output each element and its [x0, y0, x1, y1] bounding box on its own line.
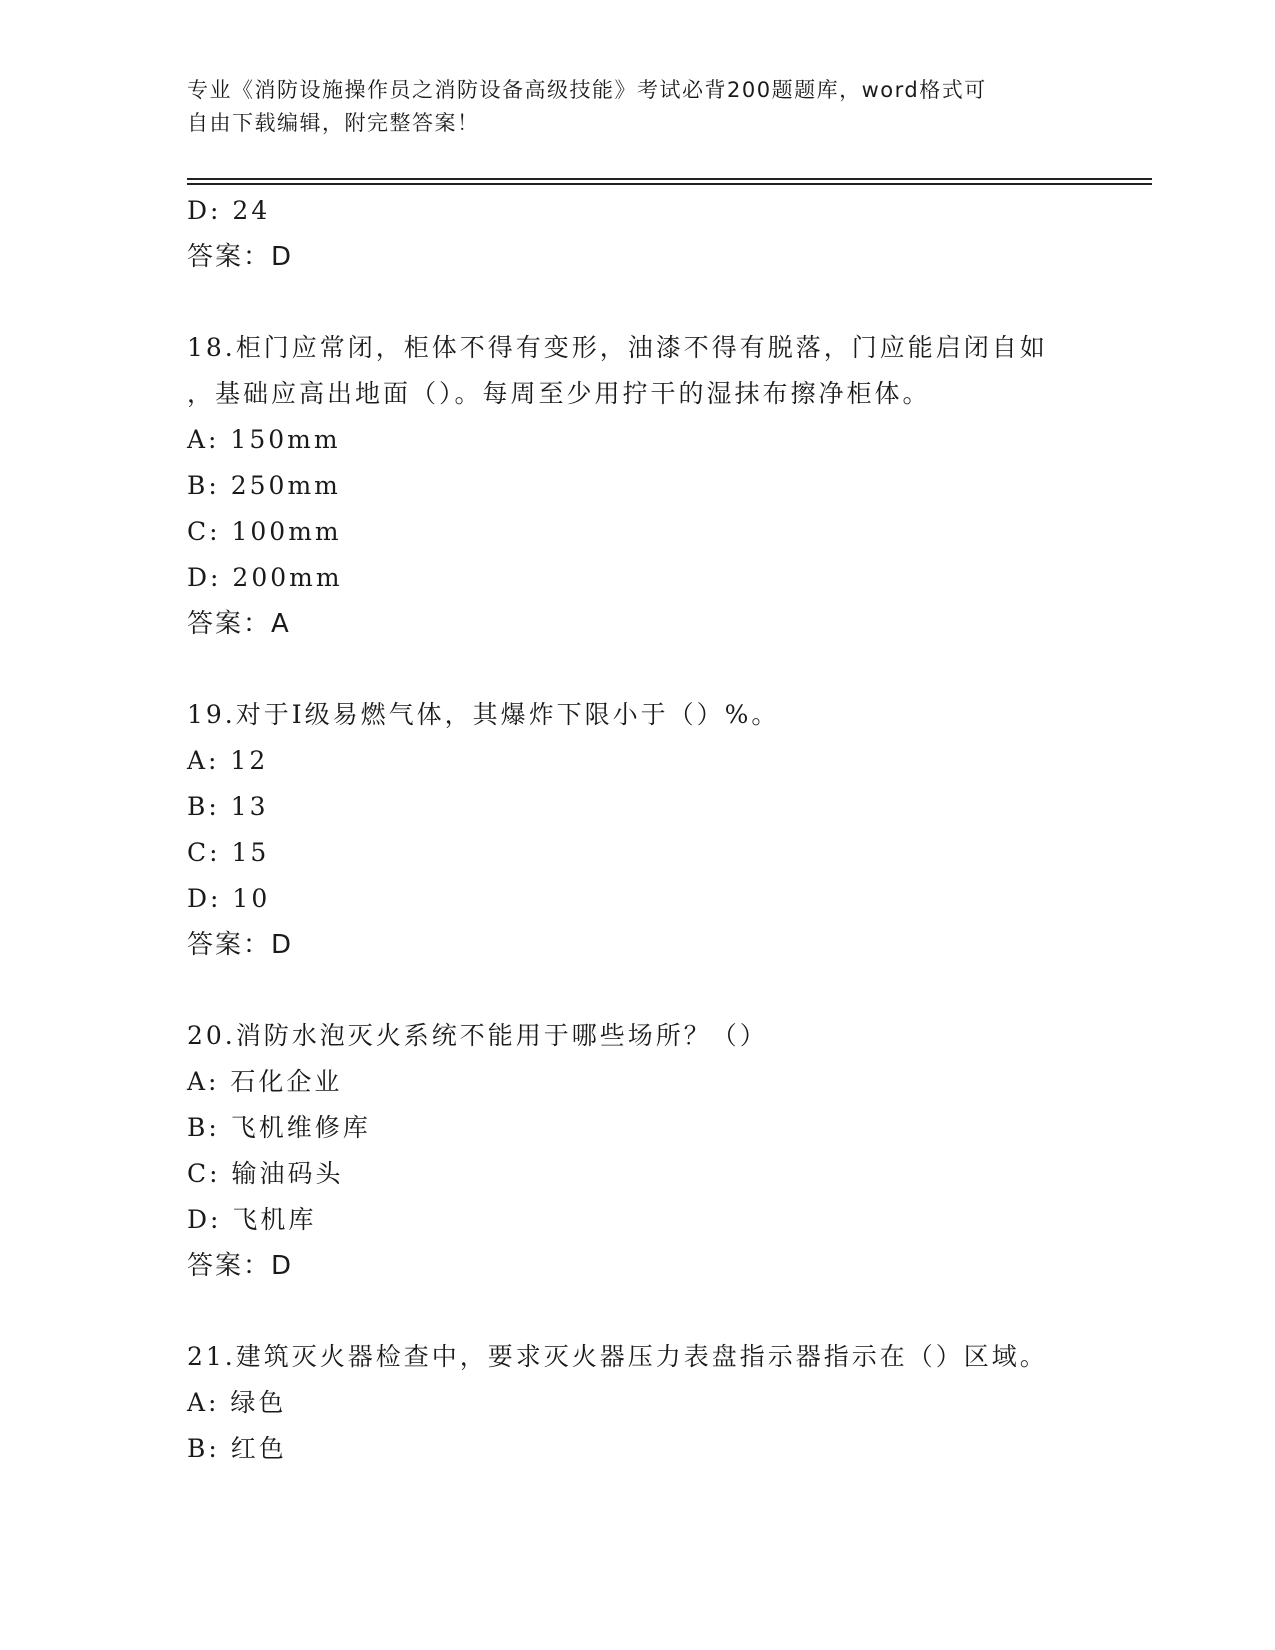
option-a: A: 绿色: [187, 1388, 287, 1417]
question-stem: 18.柜门应常闭，柜体不得有变形，油漆不得有脱落，门应能启闭自如: [187, 333, 1048, 362]
option-a: A: 12: [187, 746, 269, 775]
question-stem-continued: ，基础应高出地面（）。每周至少用拧干的湿抹布擦净柜体。: [187, 379, 931, 408]
header-divider-bottom: [187, 183, 1152, 185]
option-b: B: 13: [187, 792, 269, 821]
spacer: [187, 280, 1087, 325]
option-c: C: 100mm: [187, 517, 342, 546]
question-stem: 21.建筑灭火器检查中，要求灭火器压力表盘指示器指示在（）区域。: [187, 1342, 1048, 1371]
header-divider-top: [187, 178, 1152, 180]
option-a: A: 石化企业: [187, 1067, 343, 1096]
option-b: B: 250mm: [187, 471, 341, 500]
question-21: [187, 1334, 1087, 1472]
question-stem: 19.对于Ⅰ级易燃气体，其爆炸下限小于（）%。: [187, 700, 780, 729]
option-a: A: 150mm: [187, 425, 341, 454]
answer-line: 答案：D: [187, 1251, 294, 1281]
previous-question-tail: [187, 188, 1087, 280]
option-c: C: 15: [187, 838, 270, 867]
answer-line: 答案：D: [187, 242, 294, 272]
option-c: C: 输油码头: [187, 1159, 344, 1188]
document-header: [187, 74, 1067, 140]
option-d: D: 飞机库: [187, 1205, 317, 1234]
question-19: [187, 692, 1087, 968]
spacer: [187, 1289, 1087, 1334]
option-b: B: 红色: [187, 1434, 287, 1463]
option-d: D: 10: [187, 884, 271, 913]
question-20: [187, 1013, 1087, 1289]
option-d: D: 200mm: [187, 563, 343, 592]
header-line-2: 自由下载编辑，附完整答案！: [187, 111, 480, 135]
answer-line: 答案：D: [187, 930, 294, 960]
question-stem: 20.消防水泡灭火系统不能用于哪些场所？（）: [187, 1021, 768, 1050]
header-line-1: 专业《消防设施操作员之消防设备高级技能》考试必背200题题库，word格式可: [187, 78, 987, 102]
option-d: D: 24: [187, 196, 271, 225]
spacer: [187, 647, 1087, 692]
option-b: B: 飞机维修库: [187, 1113, 371, 1142]
spacer: [187, 968, 1087, 1013]
question-list: [187, 188, 1087, 1472]
answer-line: 答案：A: [187, 609, 291, 639]
question-18: [187, 325, 1087, 647]
